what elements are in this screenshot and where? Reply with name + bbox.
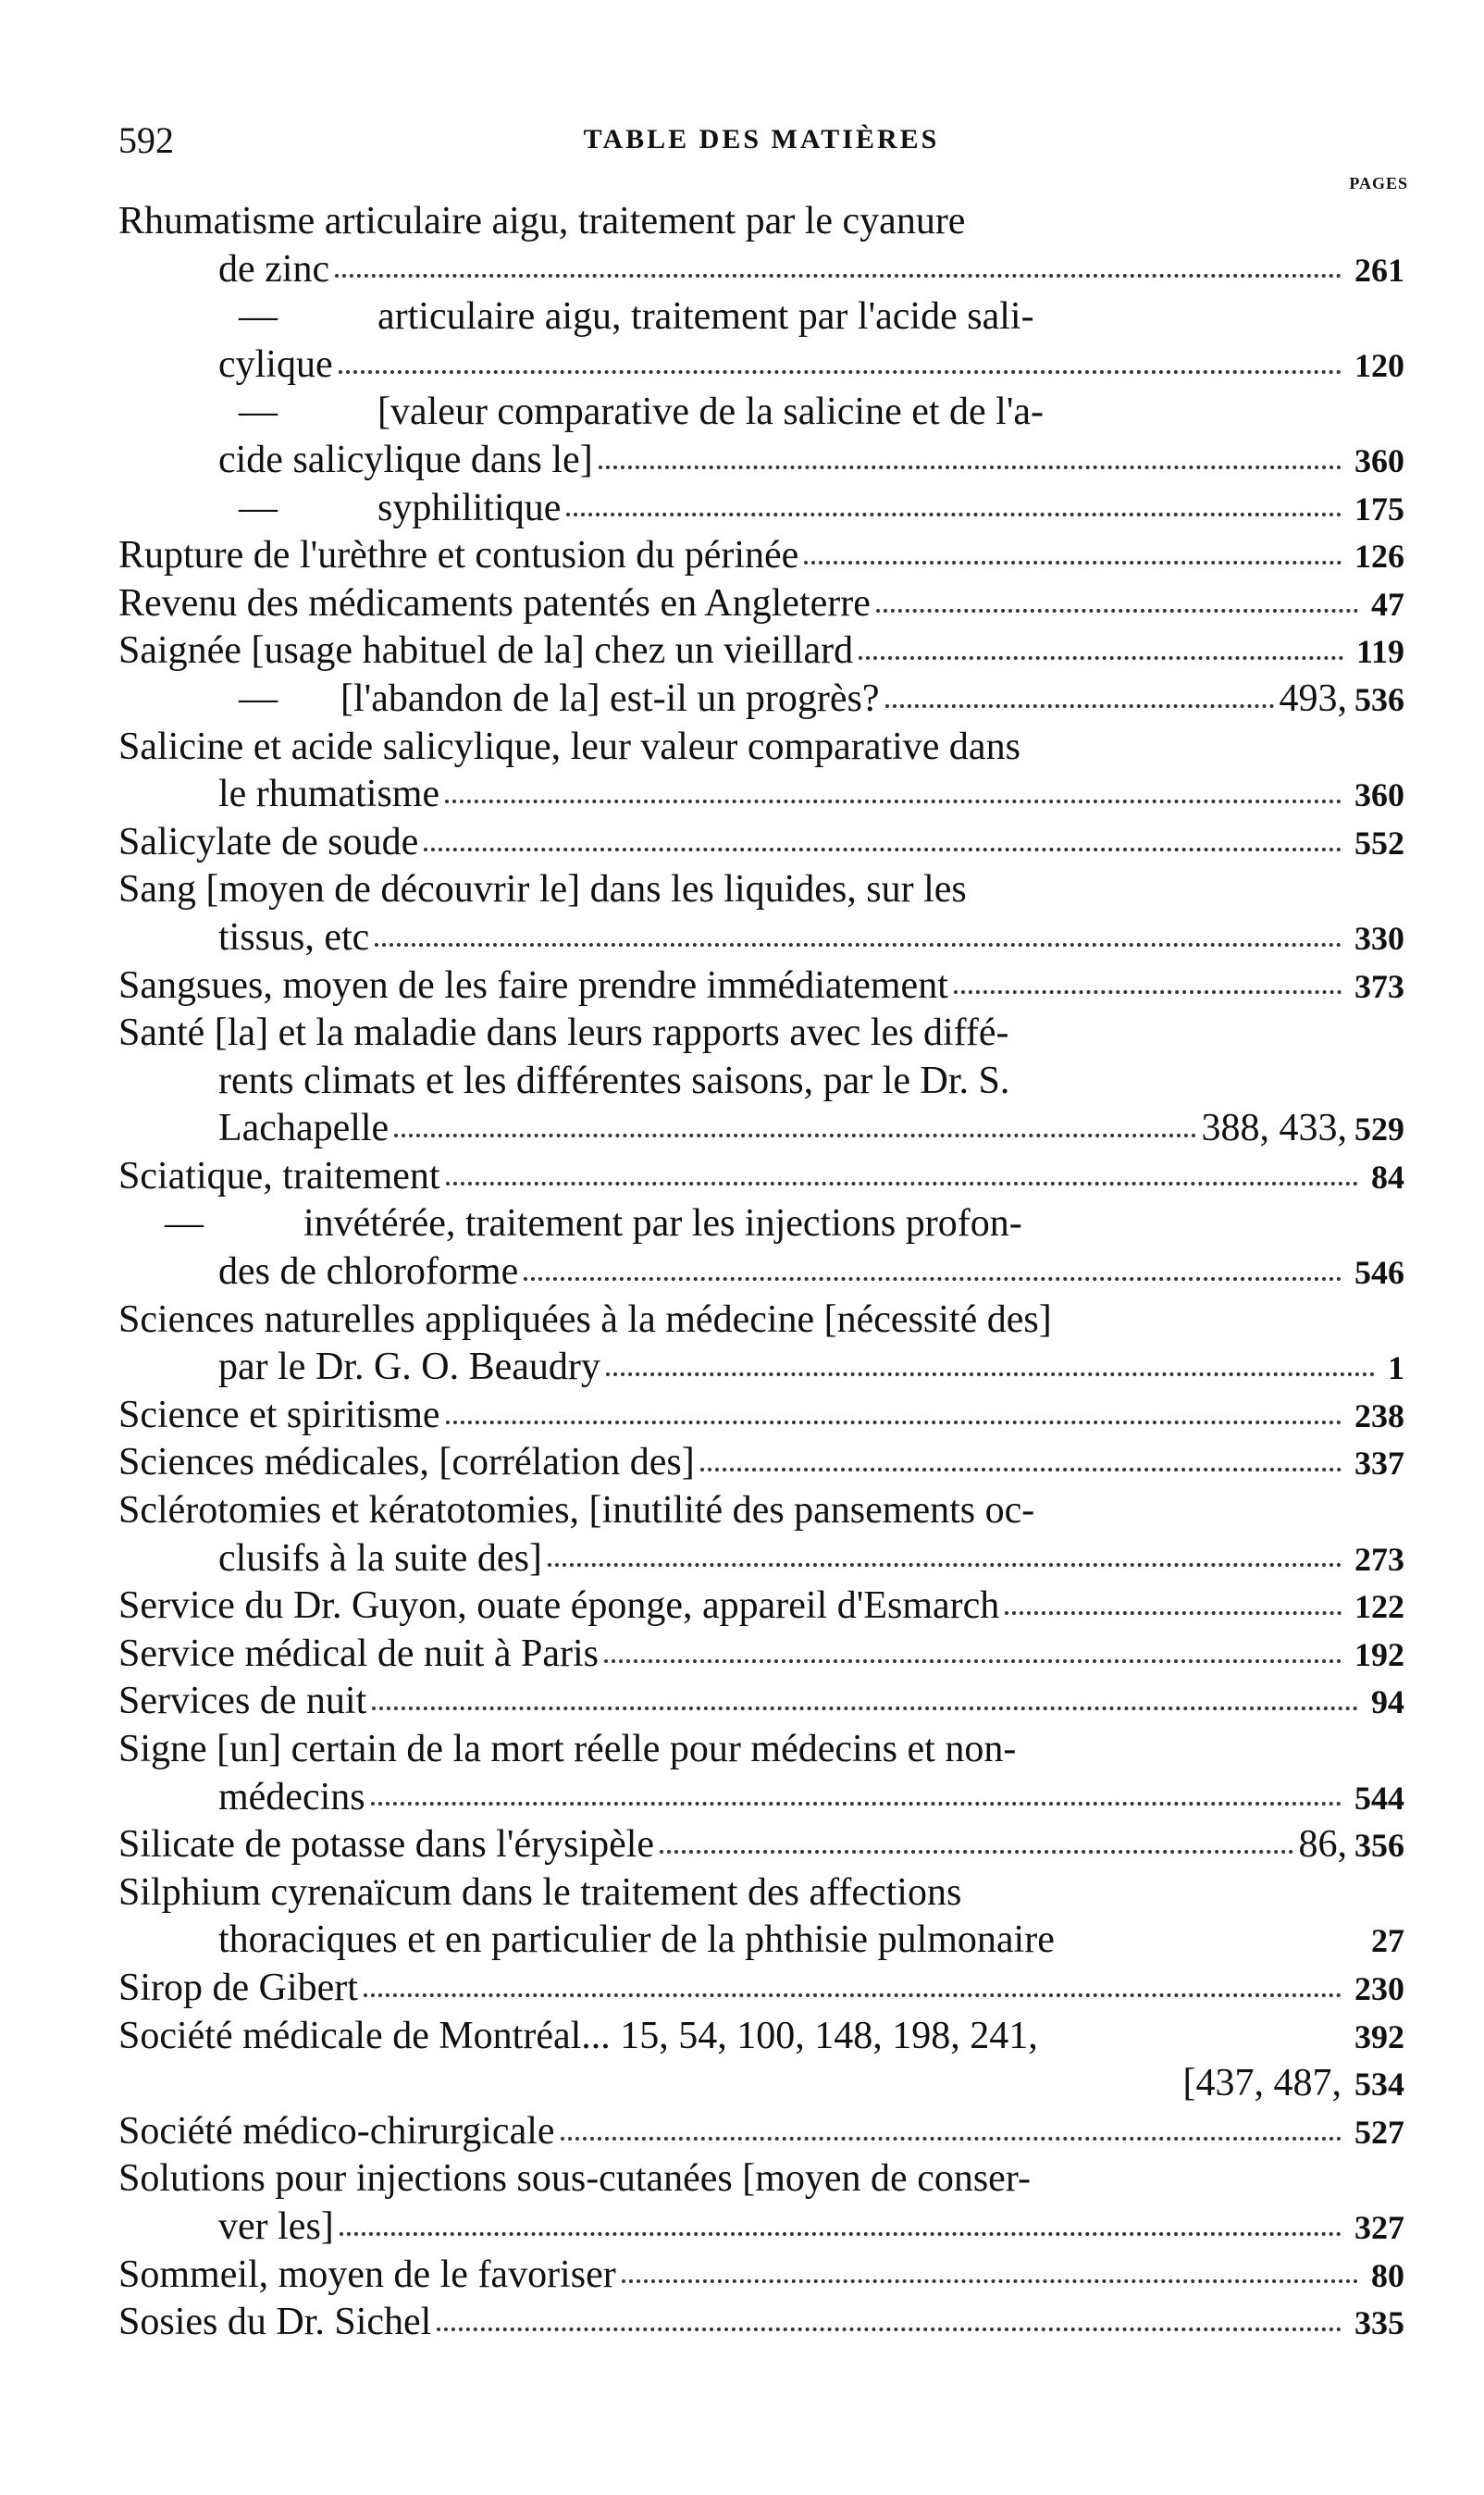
inline-pages: 388, 433, xyxy=(1201,1107,1347,1150)
dot-leader xyxy=(859,656,1343,660)
entry-text: des de chloroforme xyxy=(218,1250,519,1294)
page-reference: 126 xyxy=(1354,538,1404,576)
index-line xyxy=(118,724,1404,772)
entry-text: Sciences médicales, [corrélation des] xyxy=(118,1441,695,1484)
index-line xyxy=(118,1297,1404,1345)
dot-leader xyxy=(424,848,1342,851)
entry-text: Science et spiritisme xyxy=(118,1393,440,1436)
ditto-dash: — xyxy=(239,486,278,529)
page-reference: 175 xyxy=(1354,490,1404,528)
index-line xyxy=(118,341,1404,390)
page-reference: 527 xyxy=(1354,2113,1404,2151)
dot-leader xyxy=(446,1421,1342,1424)
entry-text: Sommeil, moyen de le favoriser xyxy=(118,2253,616,2296)
dot-leader xyxy=(622,2279,1358,2283)
page-reference: 273 xyxy=(1354,1540,1404,1578)
dot-leader xyxy=(437,2327,1342,2331)
index-line xyxy=(118,866,1404,914)
entry-text: Saignée [usage habituel de la] chez un vieillard xyxy=(118,629,854,673)
entry-text: Sosies du Dr. Sichel xyxy=(118,2301,432,2344)
dot-leader xyxy=(1005,1611,1342,1615)
page-reference: 122 xyxy=(1354,1588,1404,1626)
page-reference: 80 xyxy=(1371,2256,1404,2294)
index-entries xyxy=(118,198,1404,2347)
entry-text: clusifs à la suite des] xyxy=(218,1536,542,1580)
dot-leader xyxy=(604,1659,1342,1663)
index-line xyxy=(118,1965,1404,2013)
page-reference: 546 xyxy=(1354,1254,1404,1292)
ditto-dash: — xyxy=(239,295,278,339)
dot-leader xyxy=(394,1134,1195,1137)
entry-text: Signe [un] certain de la mort réelle pour médecins et non- xyxy=(118,1728,1017,1770)
entry-text: cylique xyxy=(218,342,333,386)
dot-leader xyxy=(599,465,1342,469)
inline-pages: 493, xyxy=(1279,677,1347,720)
dot-leader xyxy=(954,990,1342,994)
entry-text: Silphium cyrenaïcum dans le traitement des affections xyxy=(118,1870,962,1914)
index-line xyxy=(118,962,1404,1011)
entry-text: Services de nuit xyxy=(118,1680,367,1723)
page-reference: 360 xyxy=(1354,441,1404,479)
dot-leader xyxy=(876,609,1358,613)
entry-text: Salicine et acide salicylique, leur valeur comparative dans xyxy=(118,725,1020,768)
index-line xyxy=(118,1583,1404,1631)
inline-pages: [437, 487, xyxy=(1182,2062,1342,2105)
entry-text: Société médicale de Montréal... 15, 54, 100, 148, 198, 241, xyxy=(118,2014,1038,2057)
entry-text: Lachapelle xyxy=(218,1107,390,1150)
ditto-dash: — xyxy=(165,1202,204,1246)
dot-leader xyxy=(804,561,1342,565)
index-line xyxy=(118,1153,1404,1201)
entry-text: Société médico-chirurgicale xyxy=(118,2109,555,2153)
page-reference: 392 xyxy=(1354,2017,1404,2055)
entry-text: thoraciques et en particulier de la phthisie pulmonaire xyxy=(218,1918,1055,1962)
page-reference: 360 xyxy=(1354,776,1404,814)
page-reference: 27 xyxy=(1371,1922,1404,1960)
entry-text: Sangsues, moyen de les faire prendre immédiatement xyxy=(118,963,948,1007)
entry-text: syphilitique xyxy=(377,486,562,529)
index-line xyxy=(118,819,1404,867)
index-line xyxy=(118,246,1404,294)
index-line xyxy=(118,1774,1404,1822)
index-line xyxy=(118,1392,1404,1440)
page-reference: 534 xyxy=(1354,2066,1404,2104)
index-line xyxy=(118,1105,1404,1153)
entry-text: Service du Dr. Guyon, ouate éponge, appareil d'Esmarch xyxy=(118,1584,1000,1628)
index-line xyxy=(118,1726,1404,1774)
page-reference: 192 xyxy=(1354,1635,1404,1673)
index-line xyxy=(118,2155,1404,2203)
entry-text: invétérée, traitement par les injections profon- xyxy=(303,1202,1022,1246)
entry-text: Rhumatisme articulaire aigu, traitement par le cyanure xyxy=(118,200,966,242)
dot-leader xyxy=(335,274,1342,278)
page-reference: 356 xyxy=(1354,1827,1404,1865)
entry-text: le rhumatisme xyxy=(218,773,440,816)
index-line xyxy=(118,2299,1404,2347)
dot-leader xyxy=(561,2137,1342,2141)
page-reference: 120 xyxy=(1354,346,1404,384)
index-line xyxy=(118,293,1404,341)
index-line xyxy=(118,1631,1404,1679)
dot-leader xyxy=(340,2232,1342,2236)
index-line xyxy=(118,1917,1404,1965)
entry-text: Rupture de l'urèthre et contusion du périnée xyxy=(118,534,799,577)
index-line xyxy=(118,627,1404,676)
index-line xyxy=(118,2108,1404,2156)
entry-text: Silicate de potasse dans l'érysipèle xyxy=(118,1823,655,1867)
page-header xyxy=(118,118,1404,165)
dot-leader xyxy=(445,800,1342,803)
dot-leader xyxy=(566,513,1342,516)
entry-text: Service médical de nuit à Paris xyxy=(118,1632,599,1675)
entry-text: [valeur comparative de la salicine et de l'a- xyxy=(377,391,1045,434)
page-reference: 119 xyxy=(1355,633,1404,671)
entry-text: ver les] xyxy=(218,2204,334,2248)
entry-text: Solutions pour injections sous-cutanées [moyen de conser- xyxy=(118,2157,1031,2201)
page-number: 592 xyxy=(118,119,174,161)
entry-text: Santé [la] et la maladie dans leurs rapports avec les diffé- xyxy=(118,1012,1009,1055)
page-reference: 238 xyxy=(1354,1396,1404,1434)
page-reference: 261 xyxy=(1354,251,1404,289)
index-line xyxy=(118,389,1404,437)
index-line xyxy=(118,485,1404,533)
index-line xyxy=(118,198,1404,246)
page-reference: 335 xyxy=(1354,2304,1404,2342)
page-reference: 230 xyxy=(1354,1969,1404,2007)
entry-text: de zinc xyxy=(218,247,330,291)
page-reference: 94 xyxy=(1371,1683,1404,1721)
dot-leader xyxy=(524,1277,1342,1281)
entry-text: tissus, etc xyxy=(218,915,370,959)
index-line xyxy=(118,1487,1404,1535)
entry-text: rents climats et les différentes saisons, par le Dr. S. xyxy=(218,1059,1010,1102)
index-line xyxy=(118,2060,1404,2108)
dot-leader xyxy=(372,1707,1358,1710)
dot-leader xyxy=(606,1372,1375,1376)
page-reference: 47 xyxy=(1371,585,1404,623)
page-reference: 373 xyxy=(1354,967,1404,1005)
entry-text: par le Dr. G. O. Beaudry xyxy=(218,1346,600,1389)
ditto-dash: — xyxy=(239,677,278,720)
index-line xyxy=(118,1439,1404,1487)
dot-leader xyxy=(446,1182,1358,1185)
entry-text: Sclérotomies et kératotomies, [inutilité des pansements oc- xyxy=(118,1489,1035,1533)
page-reference: 552 xyxy=(1354,824,1404,862)
entry-text: [l'abandon de la] est-il un progrès? xyxy=(340,677,880,720)
inline-pages: 86, xyxy=(1298,1823,1347,1867)
entry-text: Sciatique, traitement xyxy=(118,1154,440,1198)
page-reference: 529 xyxy=(1354,1111,1404,1148)
index-line xyxy=(118,2013,1404,2061)
dot-leader xyxy=(548,1563,1342,1567)
dot-leader xyxy=(364,1993,1342,1997)
entry-text: médecins xyxy=(218,1775,365,1818)
pages-column-heading: PAGES xyxy=(1349,174,1408,192)
entry-text: Salicylate de soude xyxy=(118,820,419,863)
page-reference: 327 xyxy=(1354,2208,1404,2246)
dot-leader xyxy=(371,1802,1342,1806)
ditto-dash: — xyxy=(239,391,278,434)
page-reference: 1 xyxy=(1388,1349,1404,1387)
index-line xyxy=(118,2203,1404,2252)
entry-text: Sciences naturelles appliquées à la médecine [nécessité des] xyxy=(118,1297,1052,1341)
index-line xyxy=(118,1344,1404,1392)
entry-text: Sirop de Gibert xyxy=(118,1966,358,2009)
index-line xyxy=(118,1678,1404,1726)
index-line xyxy=(118,1248,1404,1297)
running-title: TABLE DES MATIÈRES xyxy=(583,124,940,155)
page-reference: 337 xyxy=(1354,1445,1404,1483)
index-line xyxy=(118,532,1404,580)
index-line xyxy=(118,676,1404,724)
dot-leader xyxy=(375,943,1342,947)
index-line xyxy=(118,1821,1404,1869)
entry-text: Sang [moyen de découvrir le] dans les liquides, sur les xyxy=(118,868,967,912)
index-line xyxy=(118,771,1404,819)
page-reference: 544 xyxy=(1354,1779,1404,1817)
dot-leader xyxy=(700,1468,1342,1471)
dot-leader xyxy=(660,1850,1292,1854)
page-reference: 84 xyxy=(1371,1158,1404,1196)
index-line xyxy=(118,1535,1404,1583)
index-line xyxy=(118,1058,1404,1106)
index-line xyxy=(118,437,1404,485)
index-line xyxy=(118,1010,1404,1058)
index-line xyxy=(118,2252,1404,2300)
dot-leader xyxy=(339,370,1342,374)
dot-leader xyxy=(885,704,1274,708)
index-line xyxy=(118,580,1404,628)
page-reference: 330 xyxy=(1354,919,1404,957)
index-line xyxy=(118,914,1404,962)
index-line xyxy=(118,1200,1404,1248)
entry-text: articulaire aigu, traitement par l'acide sali- xyxy=(377,295,1034,339)
page-reference: 536 xyxy=(1354,680,1404,718)
index-line xyxy=(118,1869,1404,1918)
entry-text: cide salicylique dans le] xyxy=(218,438,593,481)
entry-text: Revenu des médicaments patentés en Angleterre xyxy=(118,581,871,625)
